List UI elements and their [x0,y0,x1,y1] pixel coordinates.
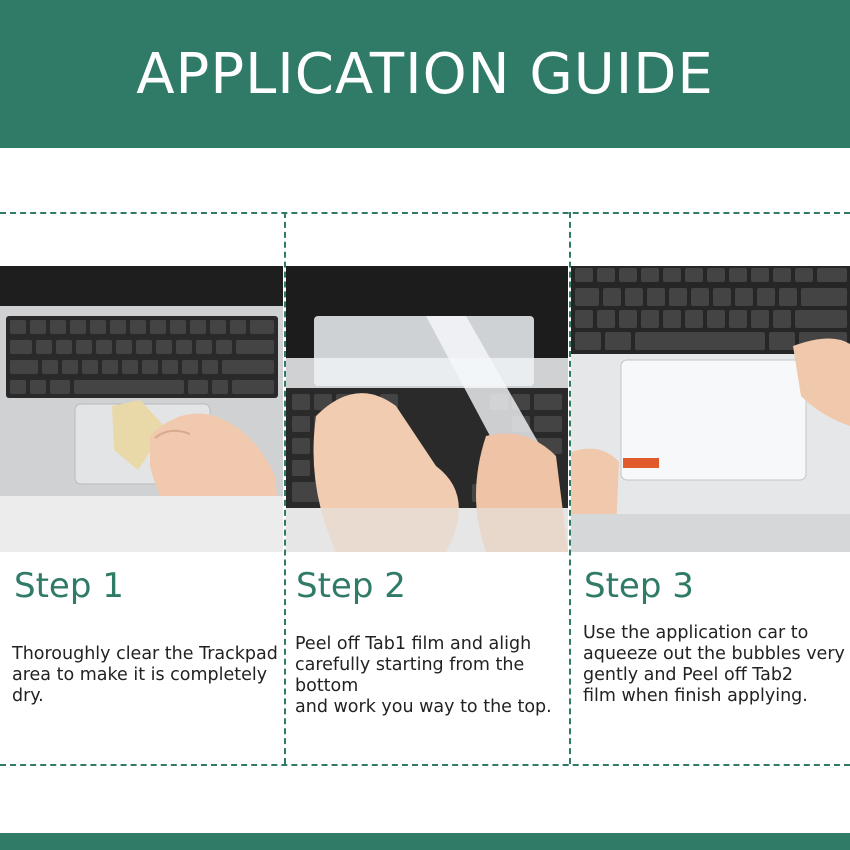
step-3-title: Step 3 [584,566,694,606]
step-2-photo [286,266,568,552]
step-1-description: Thoroughly clear the Trackpad area to make it is completely dry. [12,644,278,706]
step-3-photo [571,266,850,552]
bottom-divider [0,764,850,766]
step-1-photo [0,266,283,552]
header-banner [0,0,850,148]
step-2-title: Step 2 [296,566,406,606]
top-divider [0,212,850,214]
step-1-title: Step 1 [14,566,124,606]
step-2-description: Peel off Tab1 film and aligh carefully starting from the bottom and work you way to the top. [295,634,552,717]
page-title: APPLICATION GUIDE [136,41,714,107]
footer-bar [0,833,850,850]
step-3-description: Use the application car to aqueeze out the bubbles very gently and Peel off Tab2 film when finish applying. [583,623,845,706]
